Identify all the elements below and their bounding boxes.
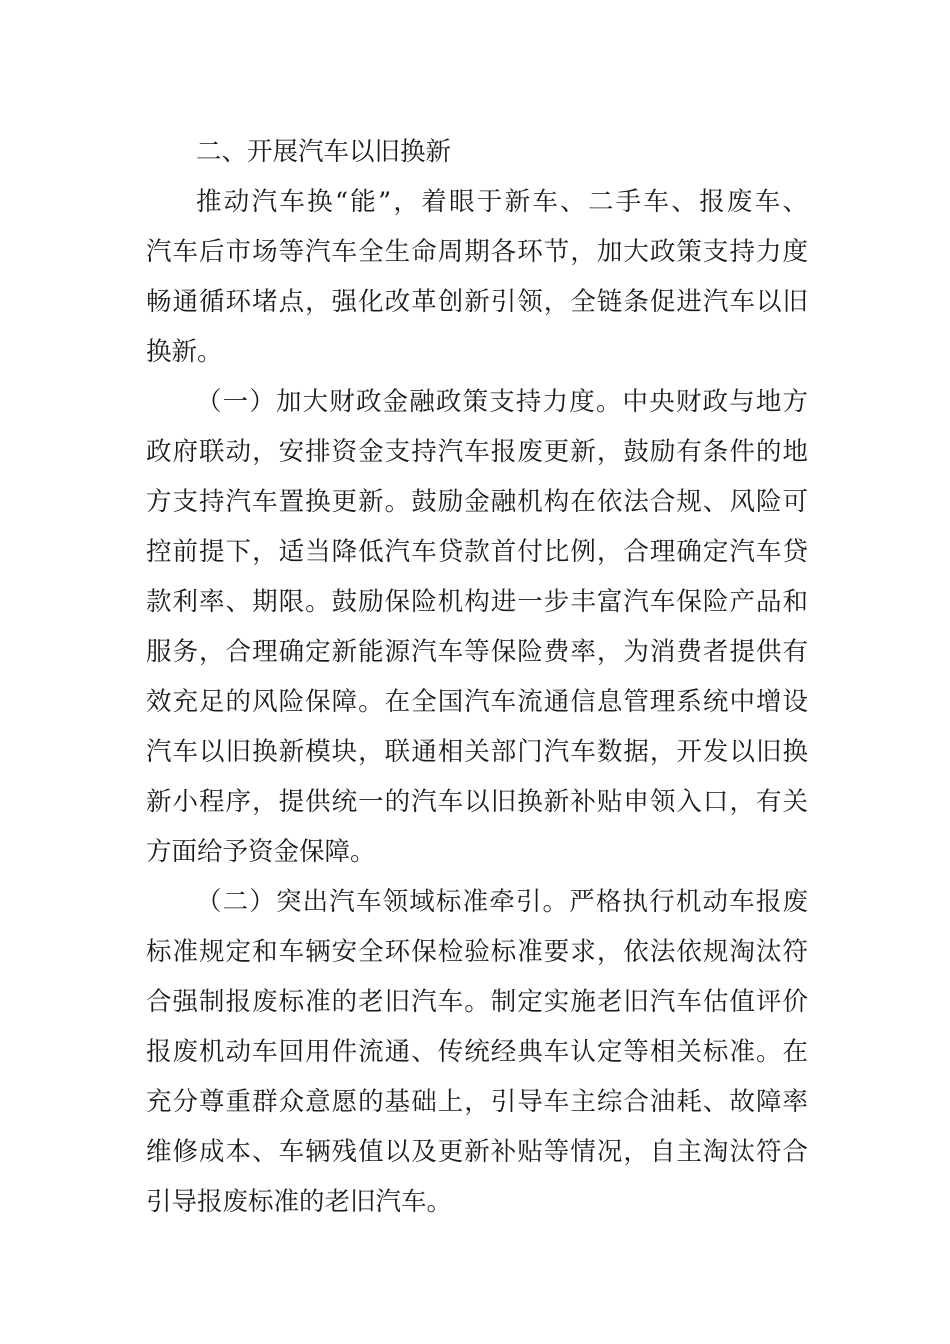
paragraph-line: 政府联动，安排资金支持汽车报废更新，鼓励有条件的地 [146, 437, 808, 467]
paragraph-line: 换新。 [146, 337, 223, 367]
paragraph-line: 方支持汽车置换更新。鼓励金融机构在依法合规、风险可 [146, 487, 808, 517]
paragraph-line: 合强制报废标准的老旧汽车。制定实施老旧汽车估值评价 [146, 987, 808, 1017]
paragraph-line: 方面给予资金保障。 [146, 837, 376, 867]
paragraph-line: 推动汽车换“能”，着眼于新车、二手车、报废车、 [196, 187, 808, 217]
paragraph-line: 效充足的风险保障。在全国汽车流通信息管理系统中增设 [146, 687, 808, 717]
paragraph-line: 维修成本、车辆残值以及更新补贴等情况，自主淘汰符合 [146, 1137, 808, 1167]
paragraph-line: 新小程序，提供统一的汽车以旧换新补贴申领入口，有关 [146, 787, 808, 817]
paragraph-line: 款利率、期限。鼓励保险机构进一步丰富汽车保险产品和 [146, 587, 808, 617]
paragraph-line: 报废机动车回用件流通、传统经典车认定等相关标准。在 [146, 1037, 808, 1067]
section-heading: 二、开展汽车以旧换新 [196, 137, 452, 167]
paragraph-line: 充分尊重群众意愿的基础上，引导车主综合油耗、故障率 [146, 1087, 808, 1117]
paragraph-line: 汽车后市场等汽车全生命周期各环节，加大政策支持力度 [146, 237, 808, 267]
paragraph-line: 汽车以旧换新模块，联通相关部门汽车数据，开发以旧换 [146, 737, 808, 767]
paragraph-line: 引导报废标准的老旧汽车。 [146, 1187, 453, 1217]
paragraph-line: 畅通循环堵点，强化改革创新引领，全链条促进汽车以旧 [146, 287, 808, 317]
paragraph-line: 服务，合理确定新能源汽车等保险费率，为消费者提供有 [146, 637, 808, 667]
paragraph-line: （一）加大财政金融政策支持力度。中央财政与地方 [196, 387, 808, 417]
paragraph-line: 控前提下，适当降低汽车贷款首付比例，合理确定汽车贷 [146, 537, 808, 567]
paragraph-line: 标准规定和车辆安全环保检验标准要求，依法依规淘汰符 [146, 937, 808, 967]
paragraph-line: （二）突出汽车领域标准牵引。严格执行机动车报废 [196, 887, 808, 917]
